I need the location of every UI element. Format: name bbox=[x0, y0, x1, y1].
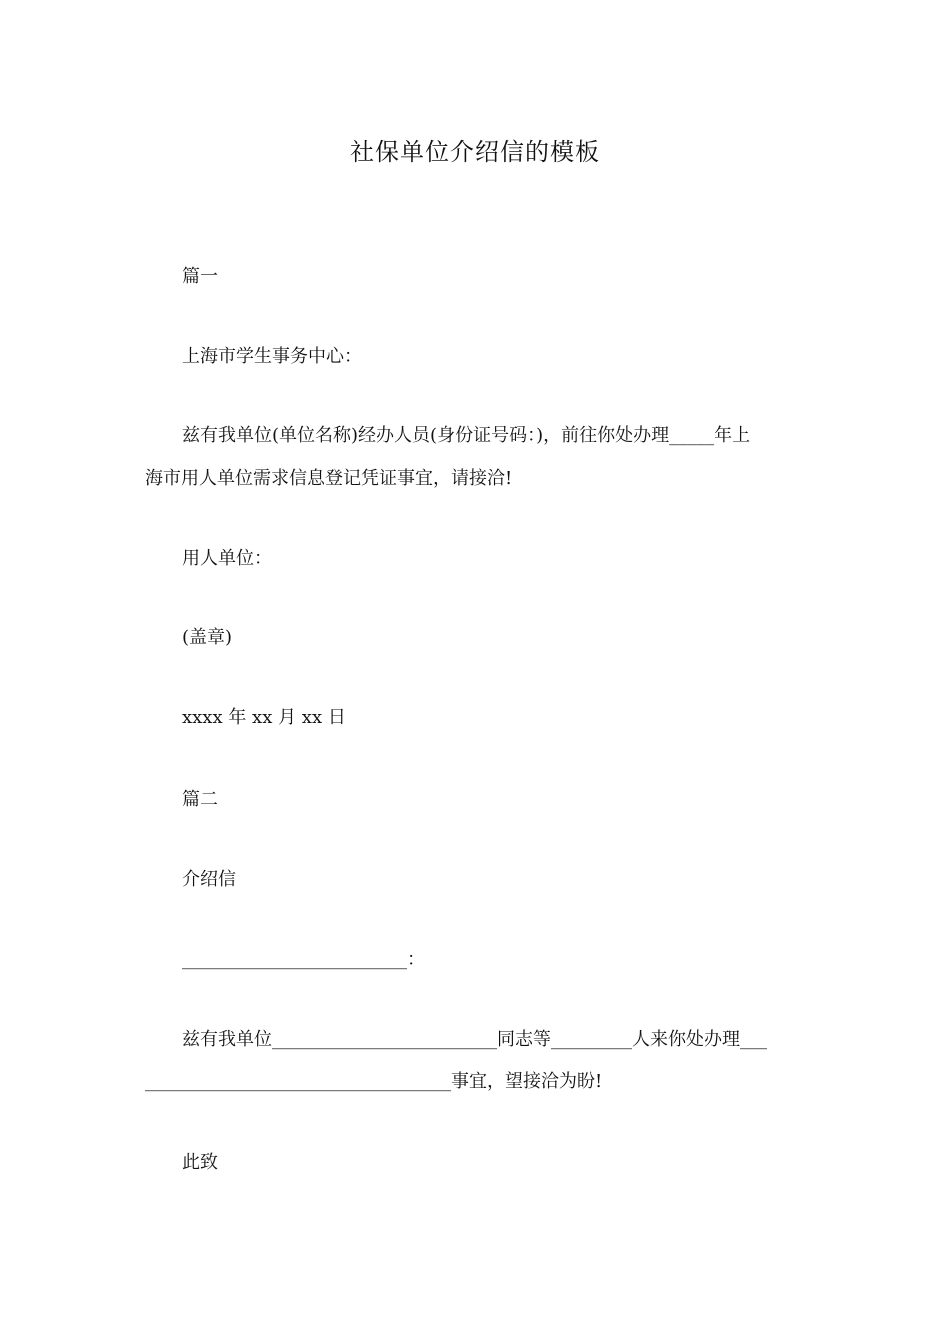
part1-addressee: 上海市学生事务中心： bbox=[182, 346, 362, 367]
part1-date: xxxx 年 xx 月 xx 日 bbox=[182, 707, 346, 728]
part2-body-line1: 兹有我单位_________________________同志等_________人来你处办理___ bbox=[182, 1029, 767, 1050]
part2-body-line2: __________________________________事宜，望接洽为盼! bbox=[145, 1071, 603, 1092]
part1-seal: (盖章) bbox=[182, 627, 233, 648]
part2-heading: 篇二 bbox=[182, 789, 218, 810]
part2-letter-title: 介绍信 bbox=[182, 869, 236, 890]
part2-closing: 此致 bbox=[182, 1152, 218, 1173]
part1-body-line2: 海市用人单位需求信息登记凭证事宜，请接洽! bbox=[145, 468, 513, 489]
part2-addressee-blank: _________________________： bbox=[182, 949, 425, 970]
part1-heading: 篇一 bbox=[182, 266, 218, 287]
part1-employer-label: 用人单位： bbox=[182, 548, 272, 569]
document-title: 社保单位介绍信的模板 bbox=[350, 138, 600, 166]
part1-body-line1: 兹有我单位(单位名称)经办人员(身份证号码：)，前往你处办理_____年上 bbox=[182, 425, 751, 446]
